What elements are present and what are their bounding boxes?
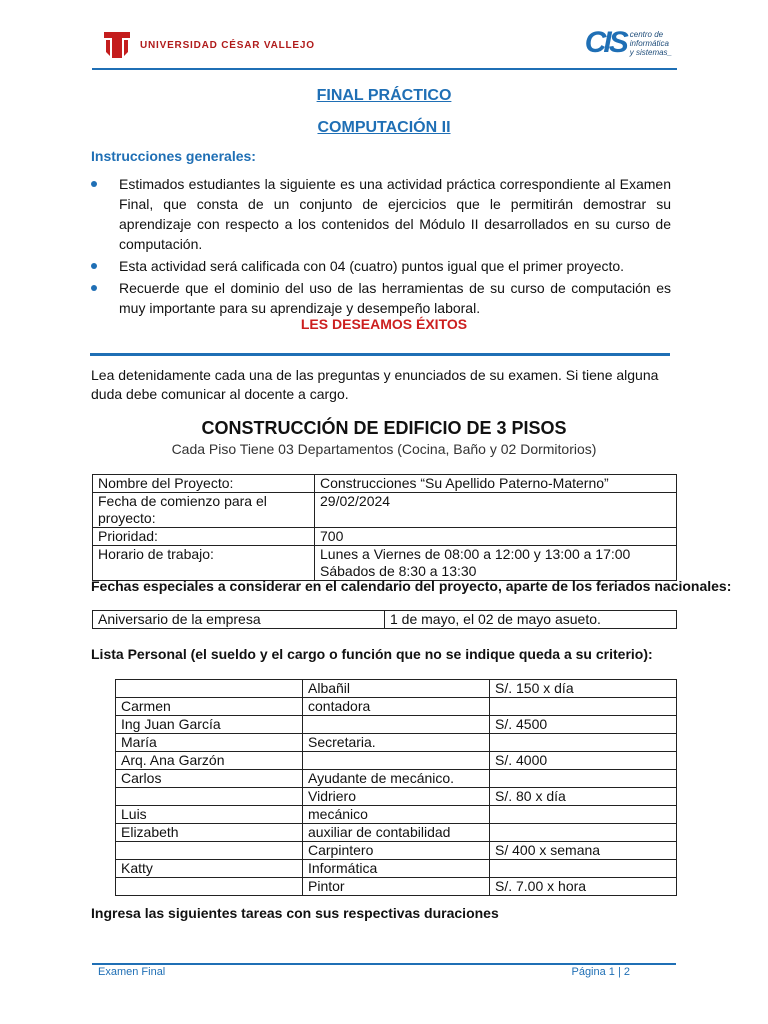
special-dates-note: Fechas especiales a considerar en el calendario del proyecto, aparte de los feriados nacionales:: [91, 578, 732, 594]
table-row: [116, 842, 677, 860]
table-cell: S/ 400 x semana: [490, 842, 677, 860]
table-cell: [116, 788, 303, 806]
page-title: FINAL PRÁCTICO: [316, 87, 452, 104]
table-row: [116, 734, 677, 752]
bullet-icon: [91, 285, 97, 291]
table-cell: Pintor: [303, 878, 490, 896]
table-row: [93, 493, 677, 528]
table-row: [116, 806, 677, 824]
table-cell: [303, 752, 490, 770]
bullet-icon: [91, 181, 97, 187]
table-cell: [116, 878, 303, 896]
cis-line2: informática: [629, 38, 669, 48]
section-subtitle: Cada Piso Tiene 03 Departamentos (Cocina, Baño y 02 Dormitorios): [171, 441, 597, 457]
tasks-note: Ingresa las siguientes tareas con sus respectivas duraciones: [91, 905, 499, 921]
table-cell: Carlos: [116, 770, 303, 788]
cis-line3: y sistemas_: [629, 47, 672, 57]
schedule-weekday: Lunes a Viernes de 08:00 a 12:00 y 13:00 a 17:00: [320, 546, 631, 562]
table-cell: S/. 4000: [490, 752, 677, 770]
table-row: [116, 680, 677, 698]
table-cell: Fecha de comienzo para el proyecto:: [93, 493, 315, 528]
table-cell: [116, 842, 303, 860]
table-row: [93, 475, 677, 493]
table-row: [116, 752, 677, 770]
table-cell: [490, 734, 677, 752]
table-cell: [490, 860, 677, 878]
table-cell: Katty: [116, 860, 303, 878]
cis-line1: centro de: [629, 29, 664, 39]
table-cell: Construcciones “Su Apellido Paterno-Materno”: [315, 475, 677, 493]
table-cell: auxiliar de contabilidad: [303, 824, 490, 842]
table-cell: Arq. Ana Garzón: [116, 752, 303, 770]
personal-note: Lista Personal (el sueldo y el cargo o función que no se indique queda a su criterio):: [91, 646, 653, 662]
cis-text: [630, 30, 672, 57]
schedule-saturday: Sábados de 8:30 a 13:30: [320, 563, 477, 579]
page-subtitle: COMPUTACIÓN II: [317, 119, 451, 136]
section-title: CONSTRUCCIÓN DE EDIFICIO DE 3 PISOS: [201, 418, 567, 438]
list-item: [91, 256, 671, 276]
table-row: [93, 611, 677, 629]
footer-divider: [92, 963, 676, 965]
table-cell: 1 de mayo, el 02 de mayo asueto.: [385, 611, 677, 629]
list-item: [91, 174, 671, 254]
table-cell: [490, 824, 677, 842]
bullet-icon: [91, 263, 97, 269]
university-logo: [102, 30, 315, 60]
table-cell: Luis: [116, 806, 303, 824]
table-cell: Prioridad:: [93, 528, 315, 546]
table-cell: Carpintero: [303, 842, 490, 860]
table-cell: [490, 770, 677, 788]
footer-left: Examen Final: [98, 966, 166, 978]
table-row: [116, 860, 677, 878]
cis-logo: [585, 28, 672, 58]
instructions-heading: Instrucciones generales:: [91, 148, 256, 164]
table-cell: S/. 80 x día: [490, 788, 677, 806]
bullet-text: Estimados estudiantes la siguiente es una actividad práctica correspondiente al Examen Final, que consta de un conjunto de ejercicios que le permitirán demostrar su aprendizaje con respecto a los contenidos del Módulo II desarrollados en su curso de computación.: [119, 176, 671, 252]
table-cell: Carmen: [116, 698, 303, 716]
university-name: UNIVERSIDAD CÉSAR VALLEJO: [140, 39, 315, 51]
table-cell: Informática: [303, 860, 490, 878]
table-row: [116, 698, 677, 716]
table-cell: 29/02/2024: [315, 493, 677, 528]
read-instructions: Lea detenidamente cada una de las preguntas y enunciados de su examen. Si tiene alguna duda debe comunicar al docente a cargo.: [91, 367, 659, 402]
table-row: [116, 878, 677, 896]
table-cell: mecánico: [303, 806, 490, 824]
table-row: [116, 788, 677, 806]
table-cell: Ing Juan García: [116, 716, 303, 734]
special-dates-table: [92, 610, 677, 629]
personal-table: [115, 679, 677, 896]
page-header: [92, 26, 676, 70]
section-divider: [90, 353, 670, 356]
table-cell: [315, 546, 677, 581]
table-cell: [490, 806, 677, 824]
table-cell: Elizabeth: [116, 824, 303, 842]
table-row: [116, 770, 677, 788]
table-cell: Ayudante de mecánico.: [303, 770, 490, 788]
cis-mark: CIS: [584, 26, 626, 59]
project-table: [92, 474, 677, 581]
list-item: [91, 278, 671, 318]
table-cell: Albañil: [303, 680, 490, 698]
bullet-text: Recuerde que el dominio del uso de las herramientas de su curso de computación es muy importante para su aprendizaje y desempeño laboral.: [119, 280, 671, 316]
table-cell: S/. 4500: [490, 716, 677, 734]
table-row: [116, 716, 677, 734]
table-row: [116, 824, 677, 842]
bullet-text: Esta actividad será calificada con 04 (cuatro) puntos igual que el primer proyecto.: [119, 258, 625, 274]
table-cell: S/. 150 x día: [490, 680, 677, 698]
university-emblem-icon: [102, 30, 132, 60]
table-cell: contadora: [303, 698, 490, 716]
table-cell: 700: [315, 528, 677, 546]
table-cell: [490, 698, 677, 716]
table-row: [93, 528, 677, 546]
instructions-list: [91, 174, 671, 320]
table-cell: [303, 716, 490, 734]
wish-text: LES DESEAMOS ÉXITOS: [300, 316, 468, 332]
table-cell: Secretaria.: [303, 734, 490, 752]
table-row: [93, 546, 677, 581]
table-cell: Aniversario de la empresa: [93, 611, 385, 629]
table-cell: S/. 7.00 x hora: [490, 878, 677, 896]
table-cell: [116, 680, 303, 698]
page-number: Página 1 | 2: [571, 966, 630, 978]
table-cell: María: [116, 734, 303, 752]
table-cell: Horario de trabajo:: [93, 546, 315, 581]
table-cell: Nombre del Proyecto:: [93, 475, 315, 493]
table-cell: Vidriero: [303, 788, 490, 806]
header-divider: [92, 68, 677, 70]
